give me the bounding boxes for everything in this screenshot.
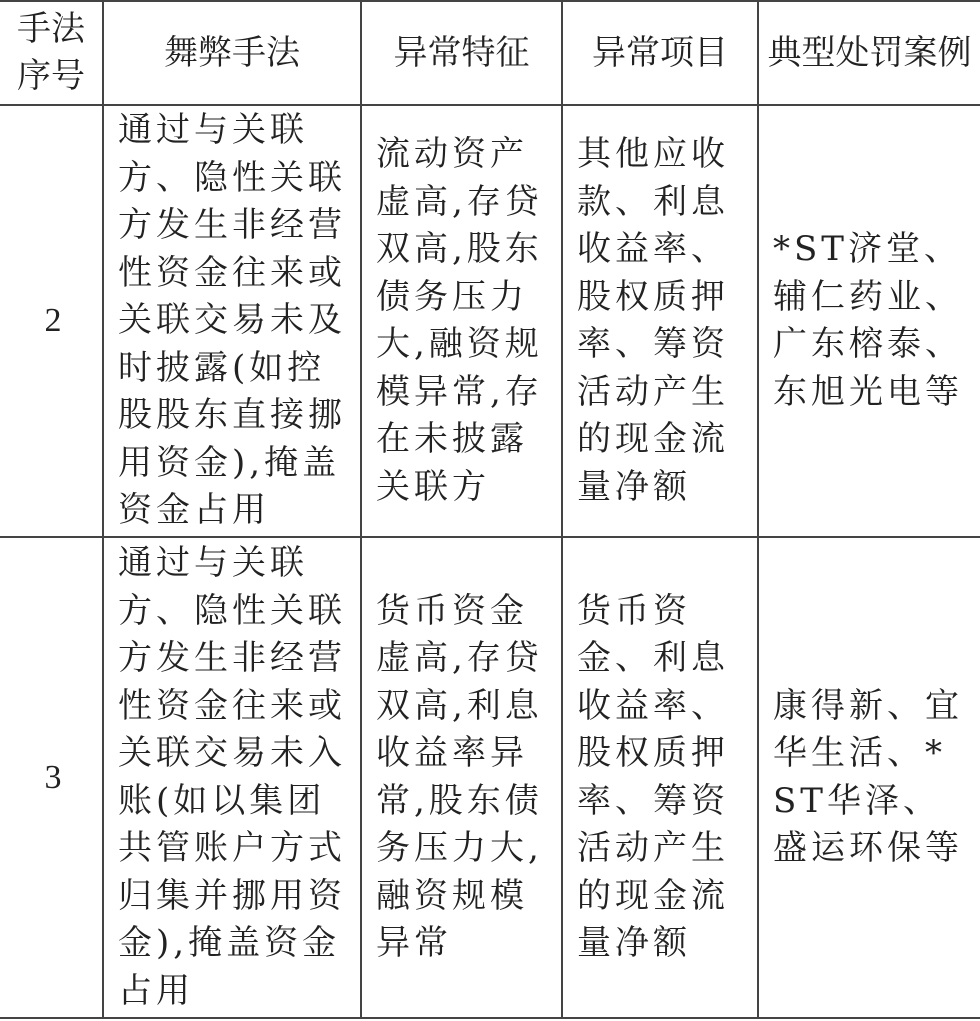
cell-abnormal-features: 流动资产虚高,存贷双高,股东债务压力大,融资规模异常,存在未披露关联方 — [361, 105, 562, 537]
header-penalty-cases: 典型处罚案例 — [758, 1, 980, 105]
header-method-number: 手法序号 — [0, 1, 103, 105]
table-row — [0, 105, 980, 537]
cell-method-number: 3 — [0, 537, 103, 1018]
table-row — [0, 537, 980, 1018]
header-fraud-method: 舞弊手法 — [103, 1, 361, 105]
cell-abnormal-features: 货币资金虚高,存贷双高,利息收益率异常,股东债务压力大,融资规模异常 — [361, 537, 562, 1018]
cell-penalty-cases: *ST济堂、辅仁药业、广东榕泰、东旭光电等 — [758, 105, 980, 537]
cell-fraud-method: 通过与关联方、隐性关联方发生非经营性资金往来或关联交易未及时披露(如控股股东直接挪用资金),掩盖资金占用 — [103, 105, 361, 537]
header-row — [0, 1, 980, 105]
cell-method-number: 2 — [0, 105, 103, 537]
cell-fraud-method: 通过与关联方、隐性关联方发生非经营性资金往来或关联交易未入账(如以集团共管账户方式归集并挪用资金),掩盖资金占用 — [103, 537, 361, 1018]
cell-abnormal-items: 货币资金、利息收益率、股权质押率、筹资活动产生的现金流量净额 — [562, 537, 758, 1018]
header-abnormal-items: 异常项目 — [562, 1, 758, 105]
header-abnormal-features: 异常特征 — [361, 1, 562, 105]
cell-abnormal-items: 其他应收款、利息收益率、股权质押率、筹资活动产生的现金流量净额 — [562, 105, 758, 537]
cell-penalty-cases: 康得新、宜华生活、*ST华泽、盛运环保等 — [758, 537, 980, 1018]
